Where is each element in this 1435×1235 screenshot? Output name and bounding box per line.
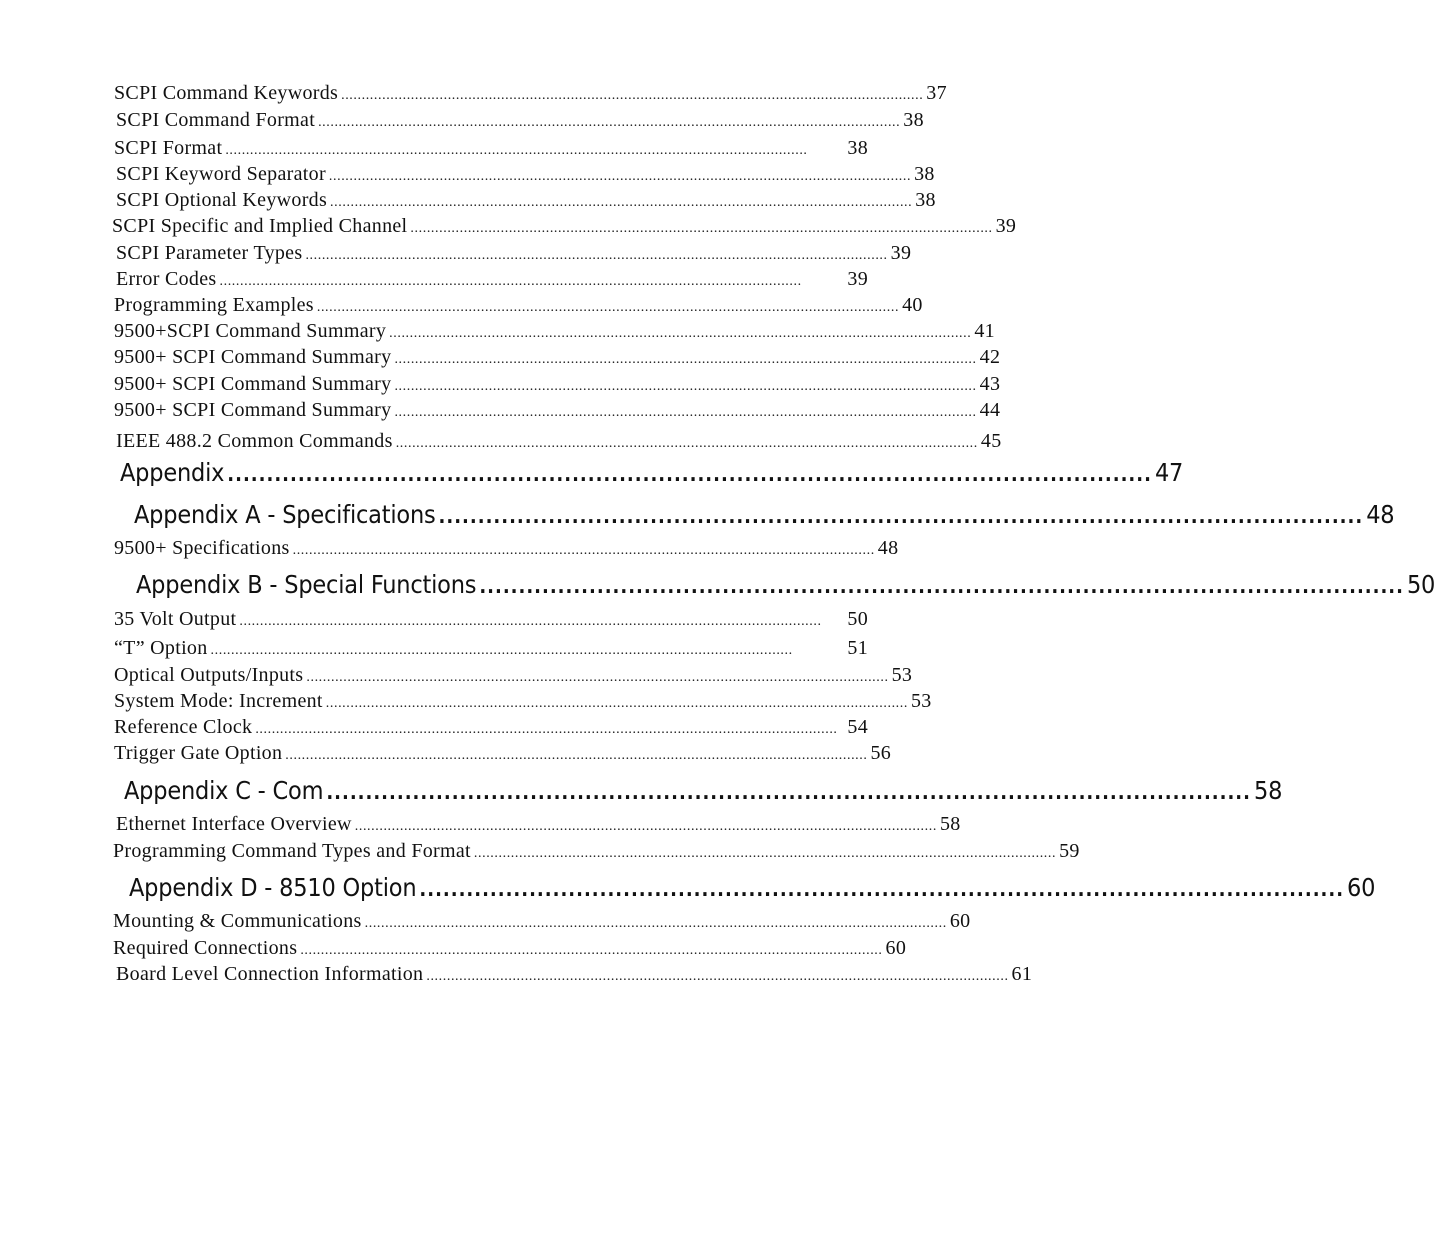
toc-entry-title: IEEE 488.2 Common Commands (116, 430, 393, 452)
dot-leader: .............................................................................................................................................. (330, 195, 913, 210)
dot-leader: .............................................................................................................................................. (395, 436, 978, 451)
dot-leader: .............................................................................................................................................. (394, 352, 977, 367)
toc-entry-title: Reference Clock (114, 716, 253, 738)
dot-leader: .............................................................................................................................................. (306, 670, 889, 685)
toc-entry-page: 38 (914, 163, 935, 185)
toc-entry[interactable] (113, 840, 1080, 863)
toc-entry[interactable] (114, 690, 932, 713)
toc-entry[interactable] (114, 137, 868, 160)
toc-entry-title: SCPI Command Keywords (114, 82, 339, 104)
toc-entry-page: 53 (891, 664, 913, 686)
toc-entry-title: Trigger Gate Option (114, 742, 283, 764)
toc-entry[interactable] (113, 937, 907, 960)
toc-heading-title: Appendix A - Specifications (134, 500, 436, 529)
toc-heading-page: 48 (1366, 500, 1395, 529)
toc-entry[interactable] (114, 716, 868, 739)
dot-leader: .............................................................................................................................................. (325, 696, 908, 711)
toc-entry-title: System Mode: Increment (114, 690, 323, 712)
toc-entry-page: 44 (979, 399, 1001, 421)
dot-leader: .............................................................................................................................................. (239, 614, 822, 629)
toc-entry-page: 43 (979, 373, 1001, 395)
toc-entry-title: Error Codes (116, 268, 217, 290)
toc-entry-title: SCPI Optional Keywords (116, 189, 328, 211)
toc-entry-page: 60 (949, 910, 971, 932)
dot-leader: .............................................................................................................................................. (219, 274, 802, 289)
toc-entry[interactable] (114, 373, 1001, 396)
toc-entry-page: 39 (995, 215, 1017, 237)
dot-leader: ...................................................................................................................... (438, 504, 1364, 528)
toc-heading-page: 58 (1253, 776, 1283, 805)
toc-entry[interactable] (116, 109, 924, 132)
dot-leader: .............................................................................................................................................. (210, 643, 793, 658)
dot-leader: .............................................................................................................................................. (316, 300, 900, 315)
dot-leader: .............................................................................................................................................. (426, 969, 1009, 984)
toc-entry[interactable] (116, 963, 1033, 986)
toc-entry[interactable] (113, 910, 971, 933)
toc-entry-title: Mounting & Communications (113, 910, 362, 932)
dot-leader: .............................................................................................................................................. (473, 846, 1057, 861)
toc-entry-title: SCPI Command Format (116, 109, 316, 131)
dot-leader: .............................................................................................................................................. (300, 943, 883, 958)
toc-entry-title: “T” Option (114, 637, 208, 659)
toc-entry-title: Programming Examples (114, 294, 314, 316)
toc-entry-title: 9500+ SCPI Command Summary (114, 346, 392, 368)
toc-heading-title: Appendix D - 8510 Option (129, 873, 417, 902)
toc-entry-title: 9500+ SCPI Command Summary (114, 373, 392, 395)
toc-entry-page: 39 (890, 242, 912, 264)
toc-entry-title: 9500+SCPI Command Summary (114, 320, 387, 342)
toc-entry[interactable] (114, 637, 868, 660)
dot-leader: .............................................................................................................................................. (394, 379, 977, 394)
toc-entry[interactable] (114, 742, 892, 765)
toc-entry-title: Required Connections (113, 937, 298, 959)
toc-heading-title: Appendix B - Special Functions (136, 570, 477, 599)
toc-entry-title: 9500+ SCPI Command Summary (114, 399, 392, 421)
dot-leader: .............................................................................................................................................. (410, 221, 993, 236)
dot-leader: .............................................................................................................................................. (341, 88, 924, 103)
toc-entry[interactable] (114, 608, 868, 631)
dot-leader: .............................................................................................................................................. (305, 248, 888, 263)
toc-entry-page: 38 (847, 137, 868, 159)
toc-heading[interactable] (129, 873, 1376, 902)
dot-leader: .............................................................................................................................................. (318, 115, 901, 130)
toc-entry-page: 45 (980, 430, 1002, 452)
dot-leader: ...................................................................................................................... (419, 877, 1345, 901)
dot-leader: .............................................................................................................................................. (354, 819, 937, 834)
dot-leader: .............................................................................................................................................. (225, 143, 808, 158)
toc-entry[interactable] (114, 537, 899, 560)
toc-entry-page: 60 (885, 937, 907, 959)
toc-entry[interactable] (116, 813, 961, 836)
toc-heading-title: Appendix C - Com (124, 776, 324, 805)
toc-entry-title: 35 Volt Output (114, 608, 237, 630)
toc-entry[interactable] (116, 189, 936, 212)
toc-entry-page: 51 (847, 637, 868, 659)
dot-leader: .............................................................................................................................................. (292, 543, 875, 558)
toc-entry[interactable] (114, 664, 913, 687)
toc-entry-page: 38 (903, 109, 924, 131)
dot-leader: .............................................................................................................................................. (389, 326, 972, 341)
toc-entry-page: 61 (1011, 963, 1033, 985)
toc-entry-page: 48 (877, 537, 899, 559)
dot-leader: ...................................................................................................................... (326, 780, 1251, 804)
toc-entry-page: 38 (915, 189, 936, 211)
toc-entry[interactable] (116, 242, 912, 265)
toc-entry-page: 50 (847, 608, 868, 630)
toc-entry-page: 42 (979, 346, 1001, 368)
toc-entry-page: 37 (926, 82, 947, 104)
toc-heading[interactable] (120, 458, 1184, 487)
toc-entry-page: 59 (1059, 840, 1080, 862)
toc-entry-title: SCPI Keyword Separator (116, 163, 326, 185)
dot-leader: ...................................................................................................................... (227, 462, 1152, 486)
toc-entry[interactable] (114, 82, 947, 105)
dot-leader: .............................................................................................................................................. (255, 722, 838, 737)
toc-entry-page: 58 (939, 813, 961, 835)
toc-entry-page: 39 (847, 268, 868, 290)
toc-entry-title: Board Level Connection Information (116, 963, 424, 985)
toc-heading-title: Appendix (120, 458, 225, 487)
toc-entry[interactable] (116, 268, 868, 291)
dot-leader: .............................................................................................................................................. (328, 169, 912, 184)
toc-entry-page: 54 (847, 716, 868, 738)
toc-heading-page: 60 (1347, 873, 1376, 902)
toc-entry-page: 53 (910, 690, 932, 712)
toc-entry-title: Ethernet Interface Overview (116, 813, 352, 835)
dot-leader: .............................................................................................................................................. (364, 916, 947, 931)
toc-entry-title: 9500+ Specifications (114, 537, 290, 559)
toc-entry[interactable] (114, 294, 923, 317)
dot-leader: .............................................................................................................................................. (394, 405, 977, 420)
dot-leader: .............................................................................................................................................. (285, 748, 868, 763)
toc-entry-title: SCPI Parameter Types (116, 242, 303, 264)
toc-heading[interactable] (136, 570, 1435, 599)
dot-leader: ...................................................................................................................... (479, 574, 1404, 598)
toc-entry-page: 56 (870, 742, 892, 764)
toc-entry-page: 40 (902, 294, 923, 316)
toc-entry-title: Optical Outputs/Inputs (114, 664, 304, 686)
toc-entry[interactable] (116, 430, 1002, 453)
toc-heading-page: 50 (1406, 570, 1435, 599)
toc-heading[interactable] (134, 500, 1395, 529)
toc-entry[interactable] (112, 215, 1017, 238)
toc-heading[interactable] (124, 776, 1283, 805)
toc-entry[interactable] (114, 320, 995, 343)
toc-entry[interactable] (114, 399, 1001, 422)
toc-entry-title: SCPI Specific and Implied Channel (112, 215, 408, 237)
toc-entry-page: 41 (974, 320, 995, 342)
toc-entry[interactable] (116, 163, 935, 186)
toc-entry-title: SCPI Format (114, 137, 223, 159)
toc-entry-title: Programming Command Types and Format (113, 840, 471, 862)
toc-entry[interactable] (114, 346, 1001, 369)
toc-heading-page: 47 (1154, 458, 1184, 487)
